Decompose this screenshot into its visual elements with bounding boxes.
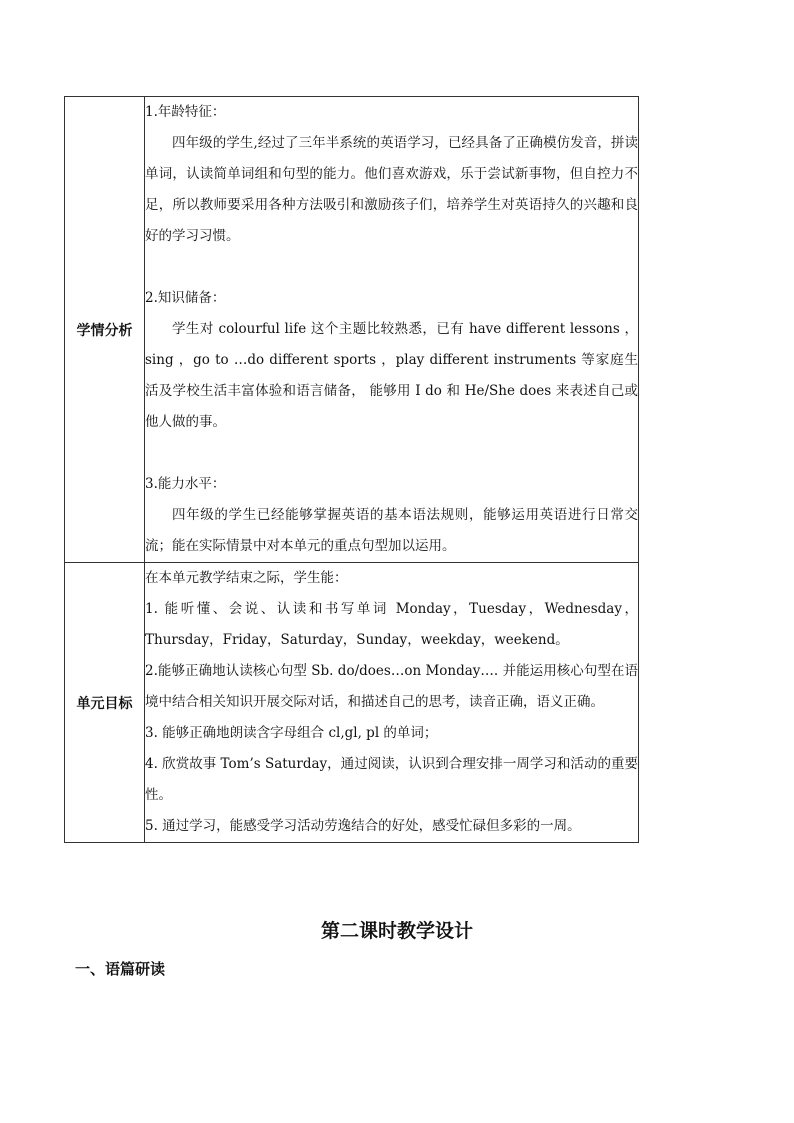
goal-item-5: 5. 通过学习，能感受学习活动劳逸结合的好处，感受忙碌但多彩的一周。 bbox=[145, 818, 581, 834]
analysis-heading-ability: 3.能力水平： bbox=[145, 476, 226, 492]
goals-content bbox=[145, 563, 639, 843]
spacer bbox=[145, 438, 638, 469]
table-row-goals bbox=[65, 563, 639, 843]
analysis-heading-age: 1.年龄特征： bbox=[145, 104, 226, 120]
row-label-analysis: 学情分析 bbox=[65, 97, 145, 563]
analysis-heading-knowledge: 2.知识储备： bbox=[145, 290, 226, 306]
analysis-text-ability: 四年级的学生已经能够掌握英语的基本语法规则，能够运用英语进行日常交流；能在实际情景中对本单元的重点句型加以运用。 bbox=[145, 507, 638, 554]
row-label-goals: 单元目标 bbox=[65, 563, 145, 843]
goal-item-4: 4. 欣赏故事 Tom’s Saturday，通过阅读，认识到合理安排一周学习和活动的重要性。 bbox=[145, 756, 638, 803]
subheading: 一、语篇研读 bbox=[75, 960, 166, 978]
analysis-text-age: 四年级的学生,经过了三年半系统的英语学习，已经具备了正确模仿发音，拼读单词，认读简单词组和句型的能力。他们喜欢游戏，乐于尝试新事物，但自控力不足，所以教师要采用各种方法吸引和激励孩子们，培养学生对英语持久的兴趣和良好的学习习惯。 bbox=[145, 135, 638, 244]
goals-intro: 在本单元教学结束之际，学生能： bbox=[145, 570, 348, 586]
spacer bbox=[145, 252, 638, 283]
goal-item-2: 2.能够正确地认读核心句型 Sb. do/does…on Monday…. 并能运用核心句型在语境中结合相关知识开展交际对话，和描述自己的思考，读音正确，语义正确。 bbox=[145, 663, 638, 710]
table-row-analysis bbox=[65, 97, 639, 563]
analysis-text-knowledge: 学生对 colourful life 这个主题比较熟悉，已有 have different lessons ，sing ，go to …do different sports ，play different instruments 等家庭生活及学校生活丰富体验和语言储备， 能够用 I do 和 He/She does 来表述自己或他人做的事。 bbox=[145, 321, 638, 430]
analysis-content bbox=[145, 97, 639, 563]
goal-item-1: 1. 能听懂、会说、认读和书写单词 Monday，Tuesday，Wednesday，Thursday，Friday，Saturday，Sunday，weekday，weekend。 bbox=[145, 601, 638, 648]
section-title: 第二课时教学设计 bbox=[320, 920, 473, 942]
info-table bbox=[64, 96, 639, 843]
goal-item-3: 3. 能够正确地朗读含字母组合 cl,gl, pl 的单词； bbox=[145, 725, 438, 741]
